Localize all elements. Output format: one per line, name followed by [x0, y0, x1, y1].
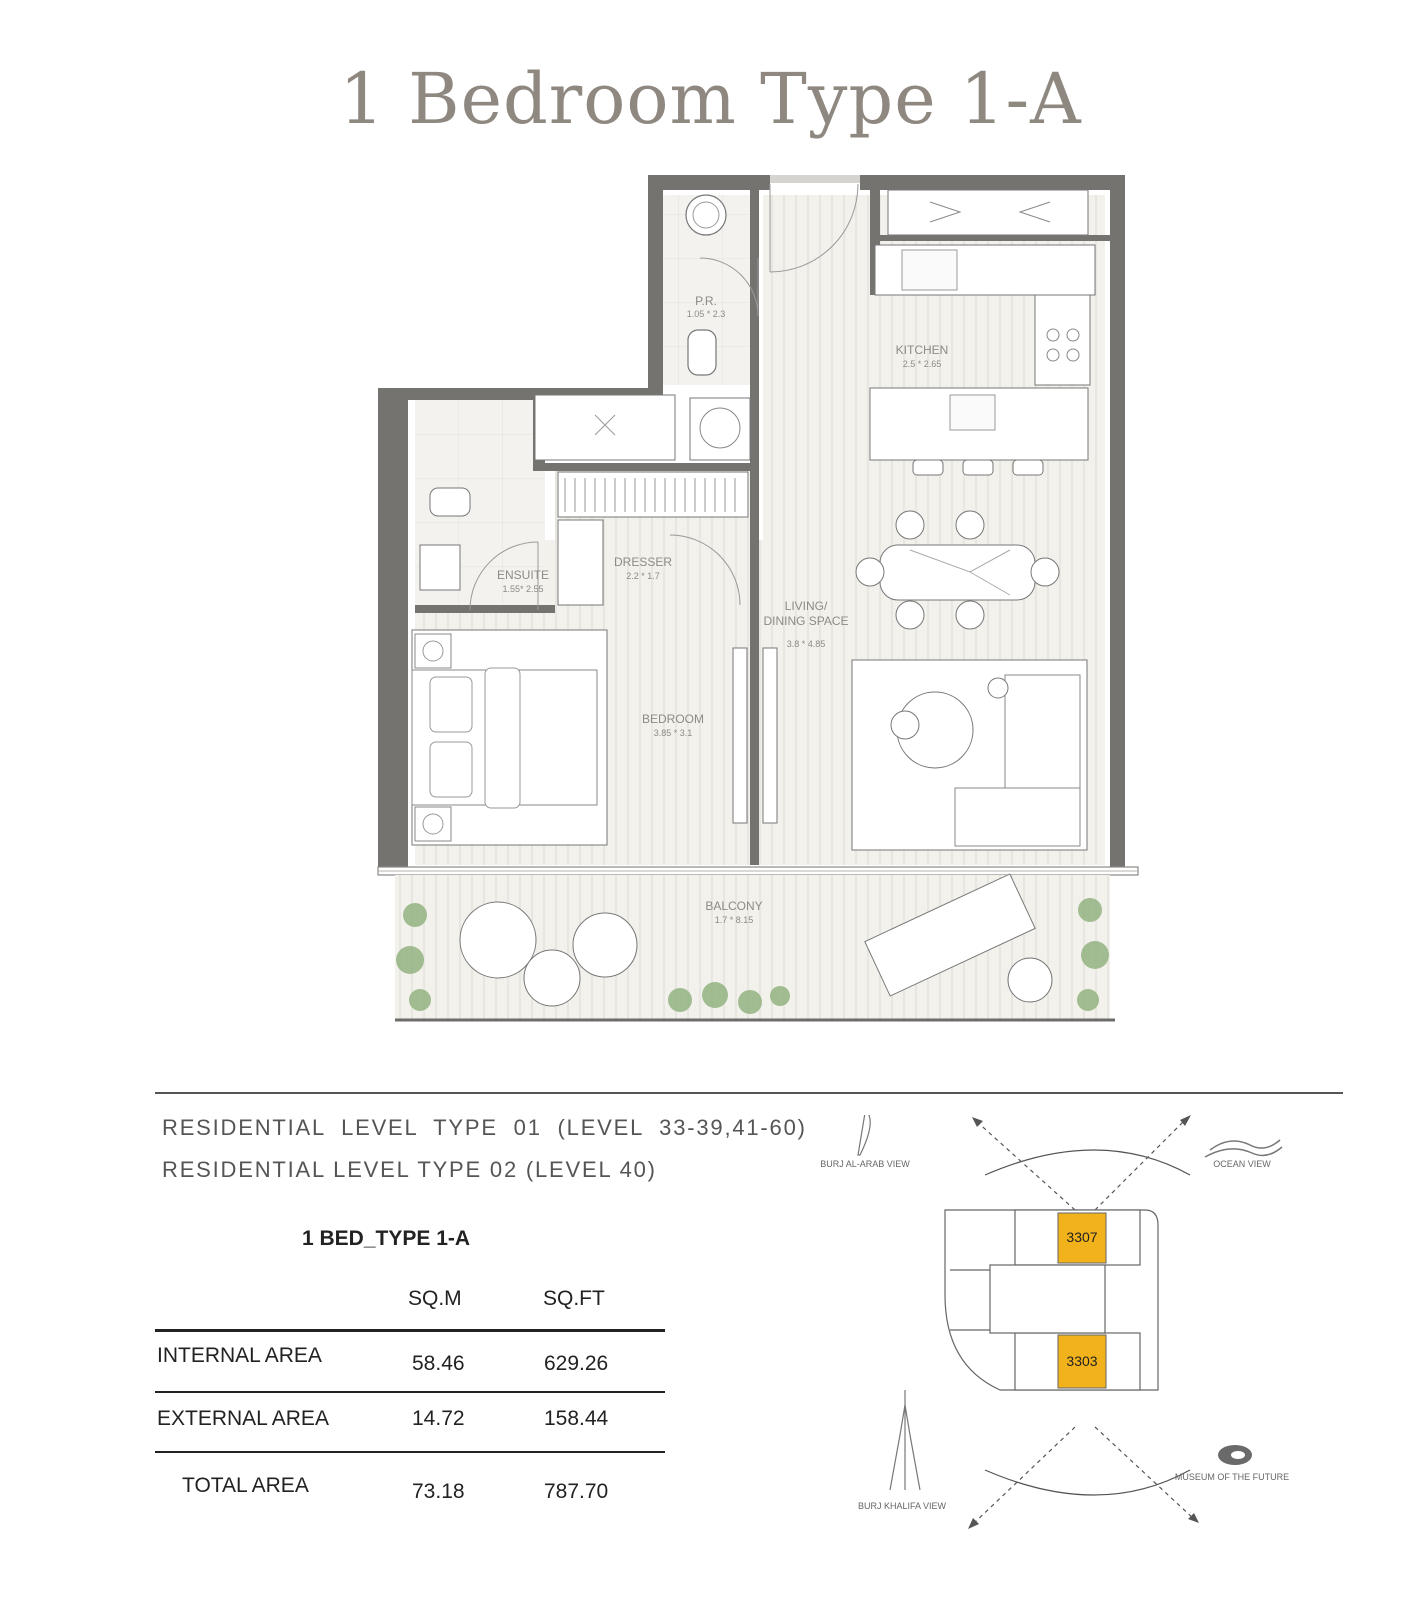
- internal-sqft: 629.26: [544, 1352, 609, 1375]
- view-label-ocean: OCEAN VIEW: [1213, 1159, 1271, 1169]
- room-dims-ensuite: 1.55* 2.55: [502, 584, 544, 594]
- burj-khalifa-icon: [890, 1390, 920, 1490]
- room-label-balcony: BALCONY: [705, 899, 763, 913]
- divider: [155, 1092, 1343, 1094]
- total-sqft: 787.70: [544, 1480, 609, 1503]
- view-label-museum: MUSEUM OF THE FUTURE: [1174, 1472, 1290, 1482]
- room-label-ensuite: ENSUITE: [496, 568, 550, 582]
- unit-label-3303: 3303: [1066, 1353, 1098, 1369]
- room-dims-balcony: 1.7 * 8.15: [714, 915, 754, 925]
- room-label-bedroom: BEDROOM: [641, 712, 705, 726]
- room-dims-bedroom: 3.85 * 3.1: [653, 728, 693, 738]
- room-dims-living: 3.8 * 4.85: [786, 639, 826, 649]
- table-header-rule: [155, 1329, 665, 1332]
- key-plan: [820, 1115, 1340, 1555]
- ocean-icon: [1205, 1140, 1282, 1157]
- table-rule: [155, 1391, 665, 1393]
- room-label-pr: P.R.: [695, 294, 717, 308]
- col-sqm: SQ.M: [408, 1287, 462, 1310]
- unit-label-3307: 3307: [1066, 1229, 1098, 1245]
- col-sqft: SQ.FT: [543, 1287, 605, 1310]
- total-sqm: 73.18: [412, 1480, 465, 1503]
- view-label-burj-khalifa: BURJ KHALIFA VIEW: [857, 1501, 947, 1511]
- room-dims-dresser: 2.2 * 1.7: [626, 571, 660, 581]
- internal-sqm: 58.46: [412, 1352, 465, 1375]
- room-label-dining: DINING SPACE: [763, 614, 849, 628]
- view-label-burj-al-arab: BURJ AL-ARAB VIEW: [820, 1159, 910, 1169]
- row-label-total: TOTAL AREA: [182, 1474, 309, 1497]
- room-label-dresser: DRESSER: [613, 555, 673, 569]
- burj-al-arab-icon: [858, 1115, 870, 1155]
- unit-heading: 1 BED_TYPE 1-A: [302, 1227, 471, 1250]
- external-sqft: 158.44: [544, 1407, 609, 1430]
- table-rule: [155, 1451, 665, 1453]
- room-dims-kitchen: 2.5 * 2.65: [902, 359, 942, 369]
- row-label-external: EXTERNAL AREA: [157, 1407, 329, 1430]
- row-label-internal: INTERNAL AREA: [157, 1344, 322, 1367]
- level-type-02: RESIDENTIAL LEVEL TYPE 02 (LEVEL 40): [162, 1157, 657, 1182]
- room-label-kitchen: KITCHEN: [895, 343, 949, 357]
- room-dims-pr: 1.05 * 2.3: [686, 309, 726, 319]
- page-title: 1 Bedroom Type 1-A: [339, 58, 1082, 140]
- floor-plan: [370, 170, 1170, 1060]
- level-type-01: RESIDENTIAL LEVEL TYPE 01 (LEVEL 33-39,41-60): [162, 1115, 807, 1140]
- external-sqm: 14.72: [412, 1407, 465, 1430]
- room-label-living: LIVING/: [784, 599, 828, 613]
